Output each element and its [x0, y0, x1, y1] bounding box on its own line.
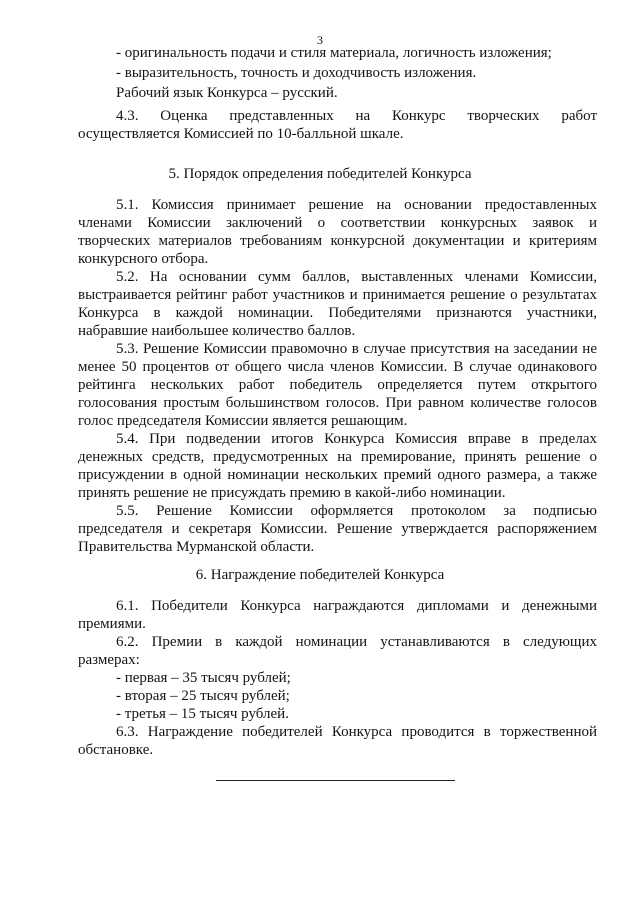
- prize-list-item: - первая – 35 тысяч рублей;: [116, 670, 291, 686]
- paragraph-5-1-line: творческих материалов требованиям конкурсной документации и критериям: [78, 233, 597, 249]
- paragraph-5-5-line: Правительства Мурманской области.: [78, 539, 315, 555]
- paragraph-5-3-line: рейтинга нескольких работ победитель определяется путем открытого: [78, 377, 597, 393]
- paragraph-6-3-line: 6.3. Награждение победителей Конкурса проводится в торжественной: [116, 724, 597, 740]
- page-number: 3: [317, 33, 323, 47]
- paragraph-5-2-line: 5.2. На основании сумм баллов, выставленных членами Комиссии,: [116, 269, 597, 285]
- section-5-heading: 5. Порядок определения победителей Конкурса: [168, 166, 472, 182]
- criteria-bullet-originality: - оригинальность подачи и стиля материала, логичность изложения;: [116, 45, 552, 61]
- paragraph-5-2-line: набравшие наибольшее количество баллов.: [78, 323, 356, 339]
- paragraph-5-4-line: денежных средств, предусмотренных на премирование, принять решение о: [78, 449, 597, 465]
- paragraph-5-3-line: голосования простым большинством голосов. При равном количестве голосов: [78, 395, 597, 411]
- prize-list-item: - третья – 15 тысяч рублей.: [116, 706, 289, 722]
- paragraph-5-5-line: 5.5. Решение Комиссии оформляется протоколом за подписью: [116, 503, 597, 519]
- paragraph-5-1-line: 5.1. Комиссия принимает решение на основании предоставленных: [116, 197, 597, 213]
- criteria-bullet-expressiveness: - выразительность, точность и доходчивость изложения.: [116, 65, 477, 81]
- paragraph-6-1-line: 6.1. Победители Конкурса награждаются дипломами и денежными: [116, 598, 597, 614]
- paragraph-5-5-line: председателя и секретаря Комиссии. Решение утверждается распоряжением: [78, 521, 597, 537]
- paragraph-5-3-line: 5.3. Решение Комиссии правомочно в случае присутствия на заседании не: [116, 341, 597, 357]
- paragraph-6-2-line: размерах:: [78, 652, 140, 668]
- paragraph-6-3-line: обстановке.: [78, 742, 154, 758]
- paragraph-5-1-line: конкурсного отбора.: [78, 251, 209, 267]
- paragraph-5-3-line: голос председателя Комиссии является решающим.: [78, 413, 408, 429]
- paragraph-4-3-line: 4.3. Оценка представленных на Конкурс творческих работ: [116, 108, 597, 124]
- paragraph-4-3-line: осуществляется Комиссией по 10-балльной шкале.: [78, 126, 404, 142]
- working-language-line: Рабочий язык Конкурса – русский.: [116, 85, 338, 101]
- paragraph-5-2-line: Конкурса в каждой номинации. Победителями признаются участники,: [78, 305, 597, 321]
- section-6-heading: 6. Награждение победителей Конкурса: [195, 567, 445, 583]
- end-of-text-rule: [216, 780, 455, 781]
- prize-list-item: - вторая – 25 тысяч рублей;: [116, 688, 290, 704]
- paragraph-5-2-line: выстраивается рейтинг работ участников и принимается решение о результатах: [78, 287, 597, 303]
- paragraph-5-4-line: 5.4. При подведении итогов Конкурса Комиссия вправе в пределах: [116, 431, 597, 447]
- paragraph-6-2-line: 6.2. Премии в каждой номинации устанавливаются в следующих: [116, 634, 597, 650]
- paragraph-5-3-line: менее 50 процентов от общего числа членов Комиссии. В случае одинакового: [78, 359, 597, 375]
- paragraph-5-1-line: членами Комиссии заключений о соответствии конкурсных заявок и: [78, 215, 597, 231]
- paragraph-5-4-line: принять решение не присуждать премию в какой-либо номинации.: [78, 485, 506, 501]
- paragraph-6-1-line: премиями.: [78, 616, 146, 632]
- paragraph-5-4-line: присуждении в одной номинации нескольких премий одного размера, а также: [78, 467, 597, 483]
